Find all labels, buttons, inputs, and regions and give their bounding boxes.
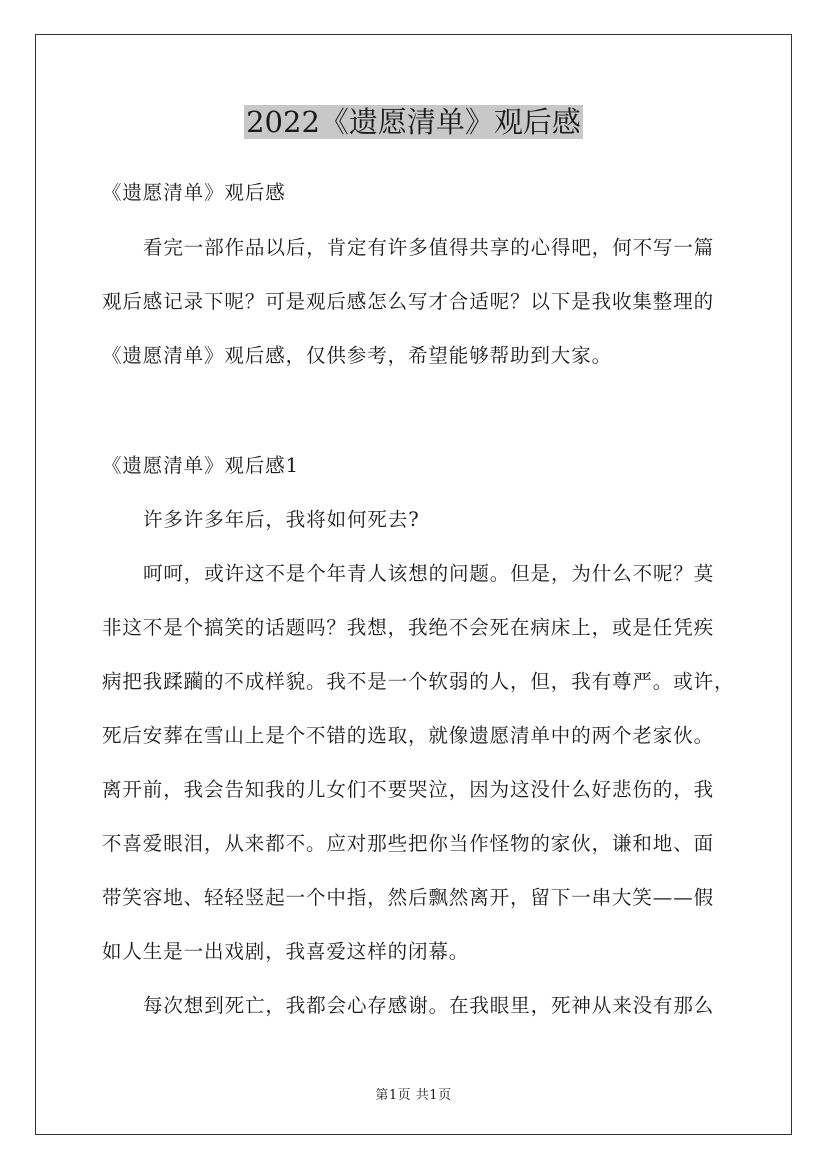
section-heading: 《遗愿清单》观后感1 xyxy=(102,454,299,477)
intro-line: 观后感记录下呢？可是观后感怎么写才合适呢？以下是我收集整理的 xyxy=(102,290,715,313)
body-line: 许多许多年后，我将如何死去? xyxy=(143,508,420,531)
body-line: 不喜爱眼泪，从来都不。应对那些把你当作怪物的家伙，谦和地、面 xyxy=(102,832,715,855)
body-line: 如人生是一出戏剧，我喜爱这样的闭幕。 xyxy=(102,940,470,963)
document-title xyxy=(0,100,827,144)
document-subtitle: 《遗愿清单》观后感 xyxy=(102,181,286,204)
body-line: 带笑容地、轻轻竖起一个中指，然后飘然离开，留下一串大笑——假 xyxy=(102,886,715,909)
body-line: 离开前，我会告知我的儿女们不要哭泣，因为这没什么好悲伤的，我 xyxy=(102,778,715,801)
body-line: 非这不是个搞笑的话题吗？我想，我绝不会死在病床上，或是任凭疾 xyxy=(102,616,715,639)
body-line: 病把我蹂躏的不成样貌。我不是一个软弱的人，但，我有尊严。或许， xyxy=(102,670,735,693)
body-line: 死后安葬在雪山上是个不错的选取，就像遗愿清单中的两个老家伙。 xyxy=(102,724,715,747)
body-line: 每次想到死亡，我都会心存感谢。在我眼里，死神从来没有那么 xyxy=(143,994,715,1017)
page-number-footer: 第1页 共1页 xyxy=(375,1088,452,1103)
document-title-text: 2022《遗愿清单》观后感 xyxy=(246,105,581,139)
body-line: 呵呵，或许这不是个年青人该想的问题。但是，为什么不呢？莫 xyxy=(143,562,715,585)
intro-line: 《遗愿清单》观后感，仅供参考，希望能够帮助到大家。 xyxy=(102,344,613,367)
intro-line: 看完一部作品以后，肯定有许多值得共享的心得吧，何不写一篇 xyxy=(143,236,715,259)
